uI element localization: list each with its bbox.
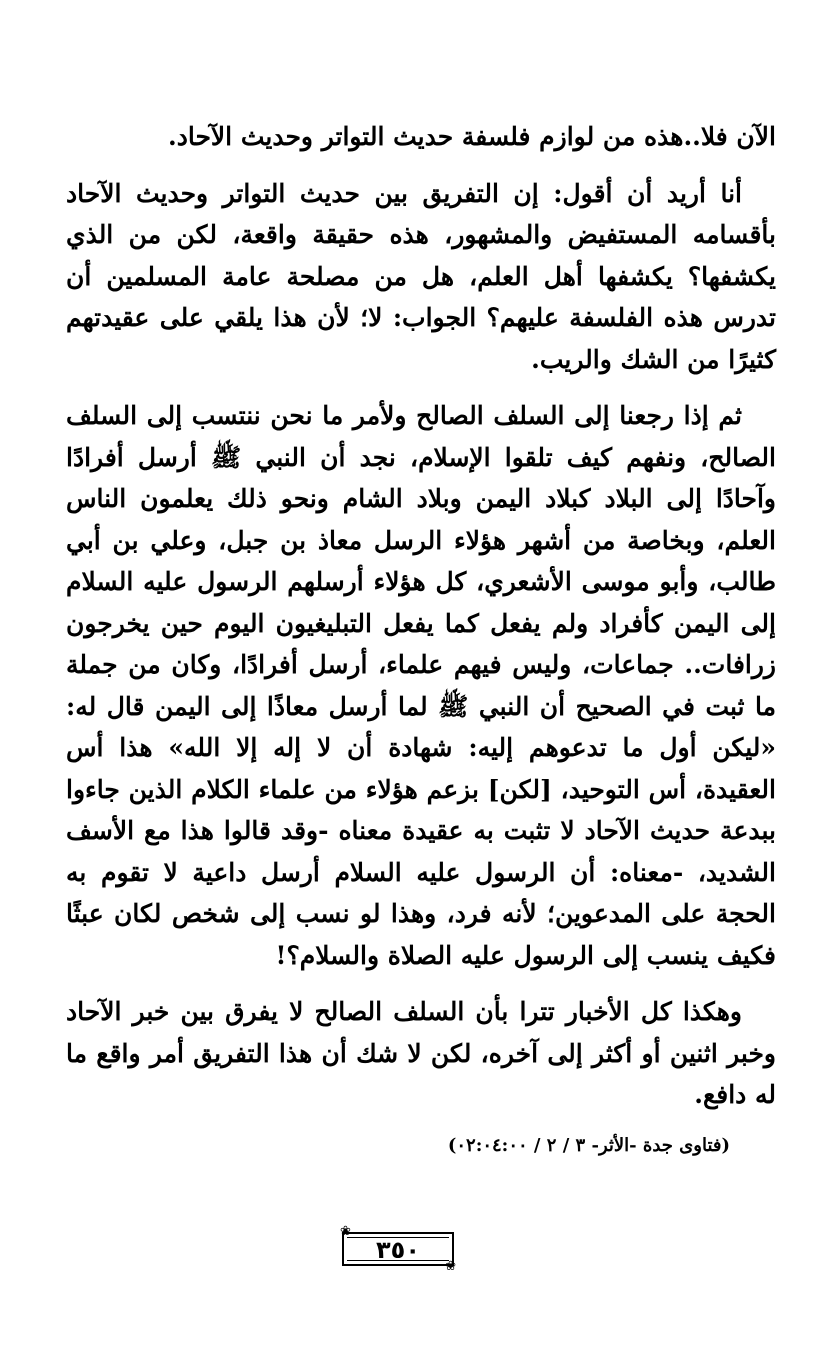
paragraph-2: أنا أريد أن أقول: إن التفريق بين حديث التواتر وحديث الآحاد بأقسامه المستفيض والمشهور، هذه حقيقة واقعة، لكن من الذي يكشفها؟ يكشفها أهل العلم، هل من مصلحة عامة المسلمين أن تدرس هذه الفلسفة عليهم؟ الجواب: لا؛ لأن هذا يلقي على عقيدتهم كثيرًا من الشك والريب. <box>66 178 776 374</box>
page-number: ٣٥٠ <box>376 1236 420 1264</box>
paragraph-3: ثم إذا رجعنا إلى السلف الصالح ولأمر ما نحن ننتسب إلى السلف الصالح، ونفهم كيف تلقوا الإسلام، نجد أن النبي ﷺ أرسل أفرادًا وآحادًا إلى البلاد كبلاد اليمن وبلاد الشام ونحو ذلك يعلمون الناس العلم، وبخاصة من أشهر هؤلاء الرسل معاذ بن جبل، وعلي بن أبي طالب، وأبو موسى الأشعري، كل هؤلاء أرسلهم الرسول عليه السلام إلى اليمن كأفراد ولم يفعل كما يفعل التبليغيون اليوم حين يخرجون زرافات.. جماعات، وليس فيهم علماء، أرسل أفرادًا، وكان من جملة ما ثبت في الصحيح أن النبي ﷺ لما أرسل معاذًا إلى اليمن قال له: «ليكن أول ما تدعوهم إليه: شهادة أن لا إله إلا الله» هذا أس العقيدة، أس التوحيد، [لكن] بزعم هؤلاء من علماء الكلام الذين جاءوا ببدعة حديث الآحاد لا تثبت به عقيدة معناه -وقد قالوا هذا مع الأسف الشديد، -معناه: أن الرسول عليه السلام أرسل داعية لا تقوم به الحجة على المدعوين؛ لأنه فرد، وهذا لو نسب إلى شخص لكان عبثًا فكيف ينسب إلى الرسول عليه الصلاة والسلام؟! <box>66 401 776 970</box>
paragraph-1: الآن فلا..هذه من لوازم فلسفة حديث التواتر وحديث الآحاد. <box>168 122 776 151</box>
floral-ornament-icon: ❀ <box>340 1224 351 1239</box>
body-text <box>66 116 776 1131</box>
paragraph-4: وهكذا كل الأخبار تترا بأن السلف الصالح لا يفرق بين خبر الآحاد وخبر اثنين أو أكثر إلى آخره، لكن لا شك أن هذا التفريق أمر واقع ما له دافع. <box>66 997 776 1109</box>
page-number-frame <box>340 1224 456 1274</box>
source-citation: (فتاوى جدة -الأثر- ٣ / ٢ / ٠٢:٠٤:٠٠) <box>447 1135 730 1156</box>
floral-ornament-icon: ❀ <box>445 1259 456 1274</box>
